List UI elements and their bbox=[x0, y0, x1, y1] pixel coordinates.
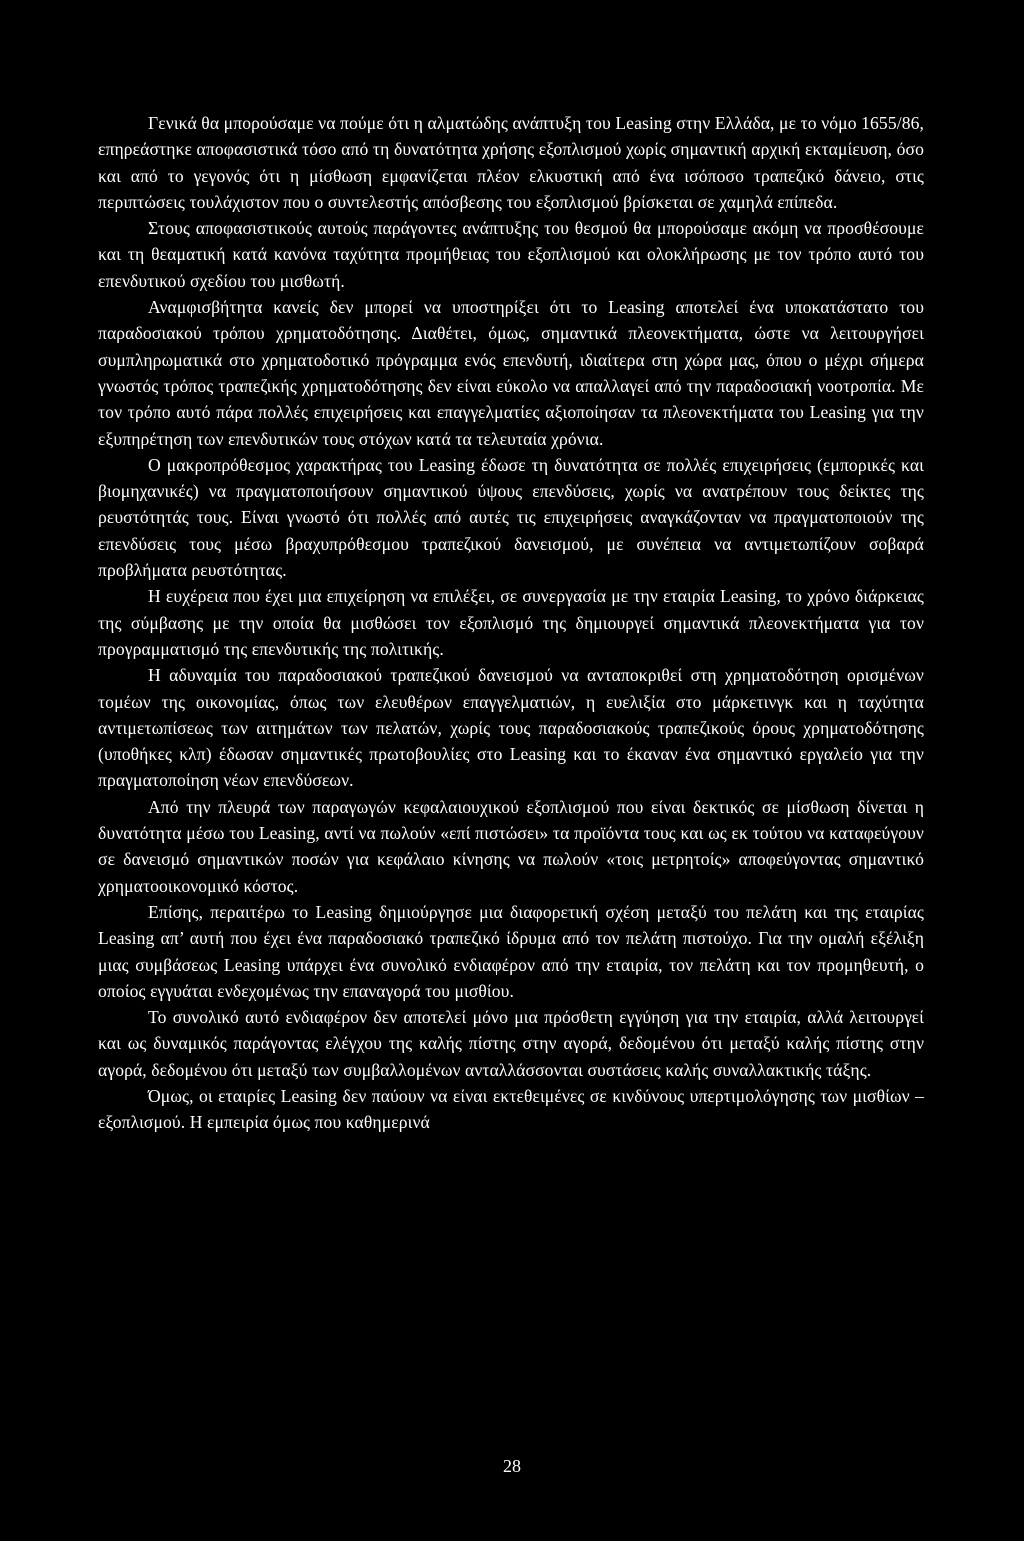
paragraph-5: Η ευχέρεια που έχει μια επιχείρηση να επιλέξει, σε συνεργασία με την εταιρία Leasing, το χρόνο διάρκειας της σύμβασης με την οποία θα μισθώσει τον εξοπλισμό της δημιουργεί σημαντικά πλεονεκτήματα για τον προγραμματισμό της επενδυτικής της πολιτικής. bbox=[98, 586, 924, 659]
document-body bbox=[98, 110, 924, 1136]
page-number: 28 bbox=[503, 1456, 521, 1476]
paragraph-7: Από την πλευρά των παραγωγών κεφαλαιουχικού εξοπλισμού που είναι δεκτικός σε μίσθωση δίνεται η δυνατότητα μέσω του Leasing, αντί να πωλούν «επί πιστώσει» τα προϊόντα τους και ως εκ τούτου να καταφεύγουν σε δανεισμό σημαντικών ποσών για κεφάλαιο κίνησης να πωλούν «τοις μετρητοίς» αποφεύγοντας σημαντικό χρηματοοικονομικό κόστος. bbox=[98, 796, 924, 896]
paragraph-8: Επίσης, περαιτέρω το Leasing δημιούργησε μια διαφορετική σχέση μεταξύ του πελάτη και της εταιρίας Leasing απ’ αυτή που έχει ένα παραδοσιακό τραπεζικό ίδρυμα από τον πελάτη πιστούχο. Για την ομαλή εξέλιξη μιας συμβάσεως Leasing υπάρχει ένα συνολικό ενδιαφέρον από την εταιρία, τον πελάτη και τον προμηθευτή, ο οποίος εγγυάται ενδεχομένως την επαναγορά του μισθίου. bbox=[98, 901, 924, 1001]
paragraph-6: Η αδυναμία του παραδοσιακού τραπεζικού δανεισμού να ανταποκριθεί στη χρηματοδότηση ορισμένων τομέων της οικονομίας, όπως των ελευθέρων επαγγελματιών, η ευελιξία στο μάρκετινγκ και η ταχύτητα αντιμετωπίσεως των αιτημάτων των πελατών, χωρίς τους παραδοσιακούς τραπεζικούς όρους χρηματοδότησης (υποθήκες κλπ) έδωσαν σημαντικές πρωτοβουλίες στο Leasing και το έκαναν ένα σημαντικό εργαλείο για την πραγματοποίηση νέων επενδύσεων. bbox=[98, 665, 924, 791]
paragraph-3: Αναμφισβήτητα κανείς δεν μπορεί να υποστηρίξει ότι το Leasing αποτελεί ένα υποκατάστατο του παραδοσιακού τρόπου χρηματοδότησης. Διαθέτει, όμως, σημαντικά πλεονεκτήματα, ώστε να λειτουργήσει συμπληρωματικά στο χρηματοδοτικό πρόγραμμα ενός επενδυτή, ιδιαίτερα στη χώρα μας, όπου ο μέχρι σήμερα γνωστός τρόπος τραπεζικής χρηματοδότησης δεν είναι εύκολο να απαλλαγεί από την παραδοσιακή νοοτροπία. Με τον τρόπο αυτό πάρα πολλές επιχειρήσεις και επαγγελματίες αξιοποίησαν τα πλεονεκτήματα του Leasing για την εξυπηρέτηση των επενδυτικών τους στόχων κατά τα τελευταία χρόνια. bbox=[98, 297, 924, 449]
paragraph-9: Το συνολικό αυτό ενδιαφέρον δεν αποτελεί μόνο μια πρόσθετη εγγύηση για την εταιρία, αλλά λειτουργεί και ως δυναμικός παράγοντας ελέγχου της καλής πίστης στην αγορά, δεδομένου ότι μεταξύ καλής πίστης στην αγορά, δεδομένου ότι μεταξύ των συμβαλλομένων ανταλλάσσονται συστάσεις καλής συναλλακτικής τάξης. bbox=[98, 1007, 924, 1080]
paragraph-2: Στους αποφασιστικούς αυτούς παράγοντες ανάπτυξης του θεσμού θα μπορούσαμε ακόμη να προσθέσουμε και τη θεαματική κατά κανόνα ταχύτητα προμήθειας του εξοπλισμού και ολοκλήρωσης με τον τρόπο αυτό του επενδυτικού σχεδίου του μισθωτή. bbox=[98, 218, 924, 291]
paragraph-4: Ο μακροπρόθεσμος χαρακτήρας του Leasing έδωσε τη δυνατότητα σε πολλές επιχειρήσεις (εμπορικές και βιομηχανικές) να πραγματοποιήσουν σημαντικού ύψους επενδύσεις, χωρίς να ανατρέπουν τους δείκτες της ρευστότητάς τους. Είναι γνωστό ότι πολλές από αυτές τις επιχειρήσεις αναγκάζονταν να πραγματοποιούν της επενδύσεις τους μέσω βραχυπρόθεσμου τραπεζικού δανεισμού, με συνέπεια να αντιμετωπίζουν σοβαρά προβλήματα ρευστότητας. bbox=[98, 454, 924, 581]
paragraph-10: Όμως, οι εταιρίες Leasing δεν παύουν να είναι εκτεθειμένες σε κινδύνους υπερτιμολόγησης των μισθίων – εξοπλισμού. Η εμπειρία όμως που καθημερινά bbox=[98, 1085, 924, 1133]
paragraph-1: Γενικά θα μπορούσαμε να πούμε ότι η αλματώδης ανάπτυξη του Leasing στην Ελλάδα, με το νόμο 1655/86, επηρεάστηκε αποφασιστικά τόσο από τη δυνατότητα χρήσης εξοπλισμού χωρίς σημαντική αρχική εκταμίευση, όσο και από το γεγονός ότι η μίσθωση εμφανίζεται πλέον ελκυστική από ένα ισόποσο τραπεζικό δάνειο, στις περιπτώσεις τουλάχιστον που ο συντελεστής απόσβεσης του εξοπλισμού βρίσκεται σε χαμηλά επίπεδα. bbox=[98, 113, 924, 212]
